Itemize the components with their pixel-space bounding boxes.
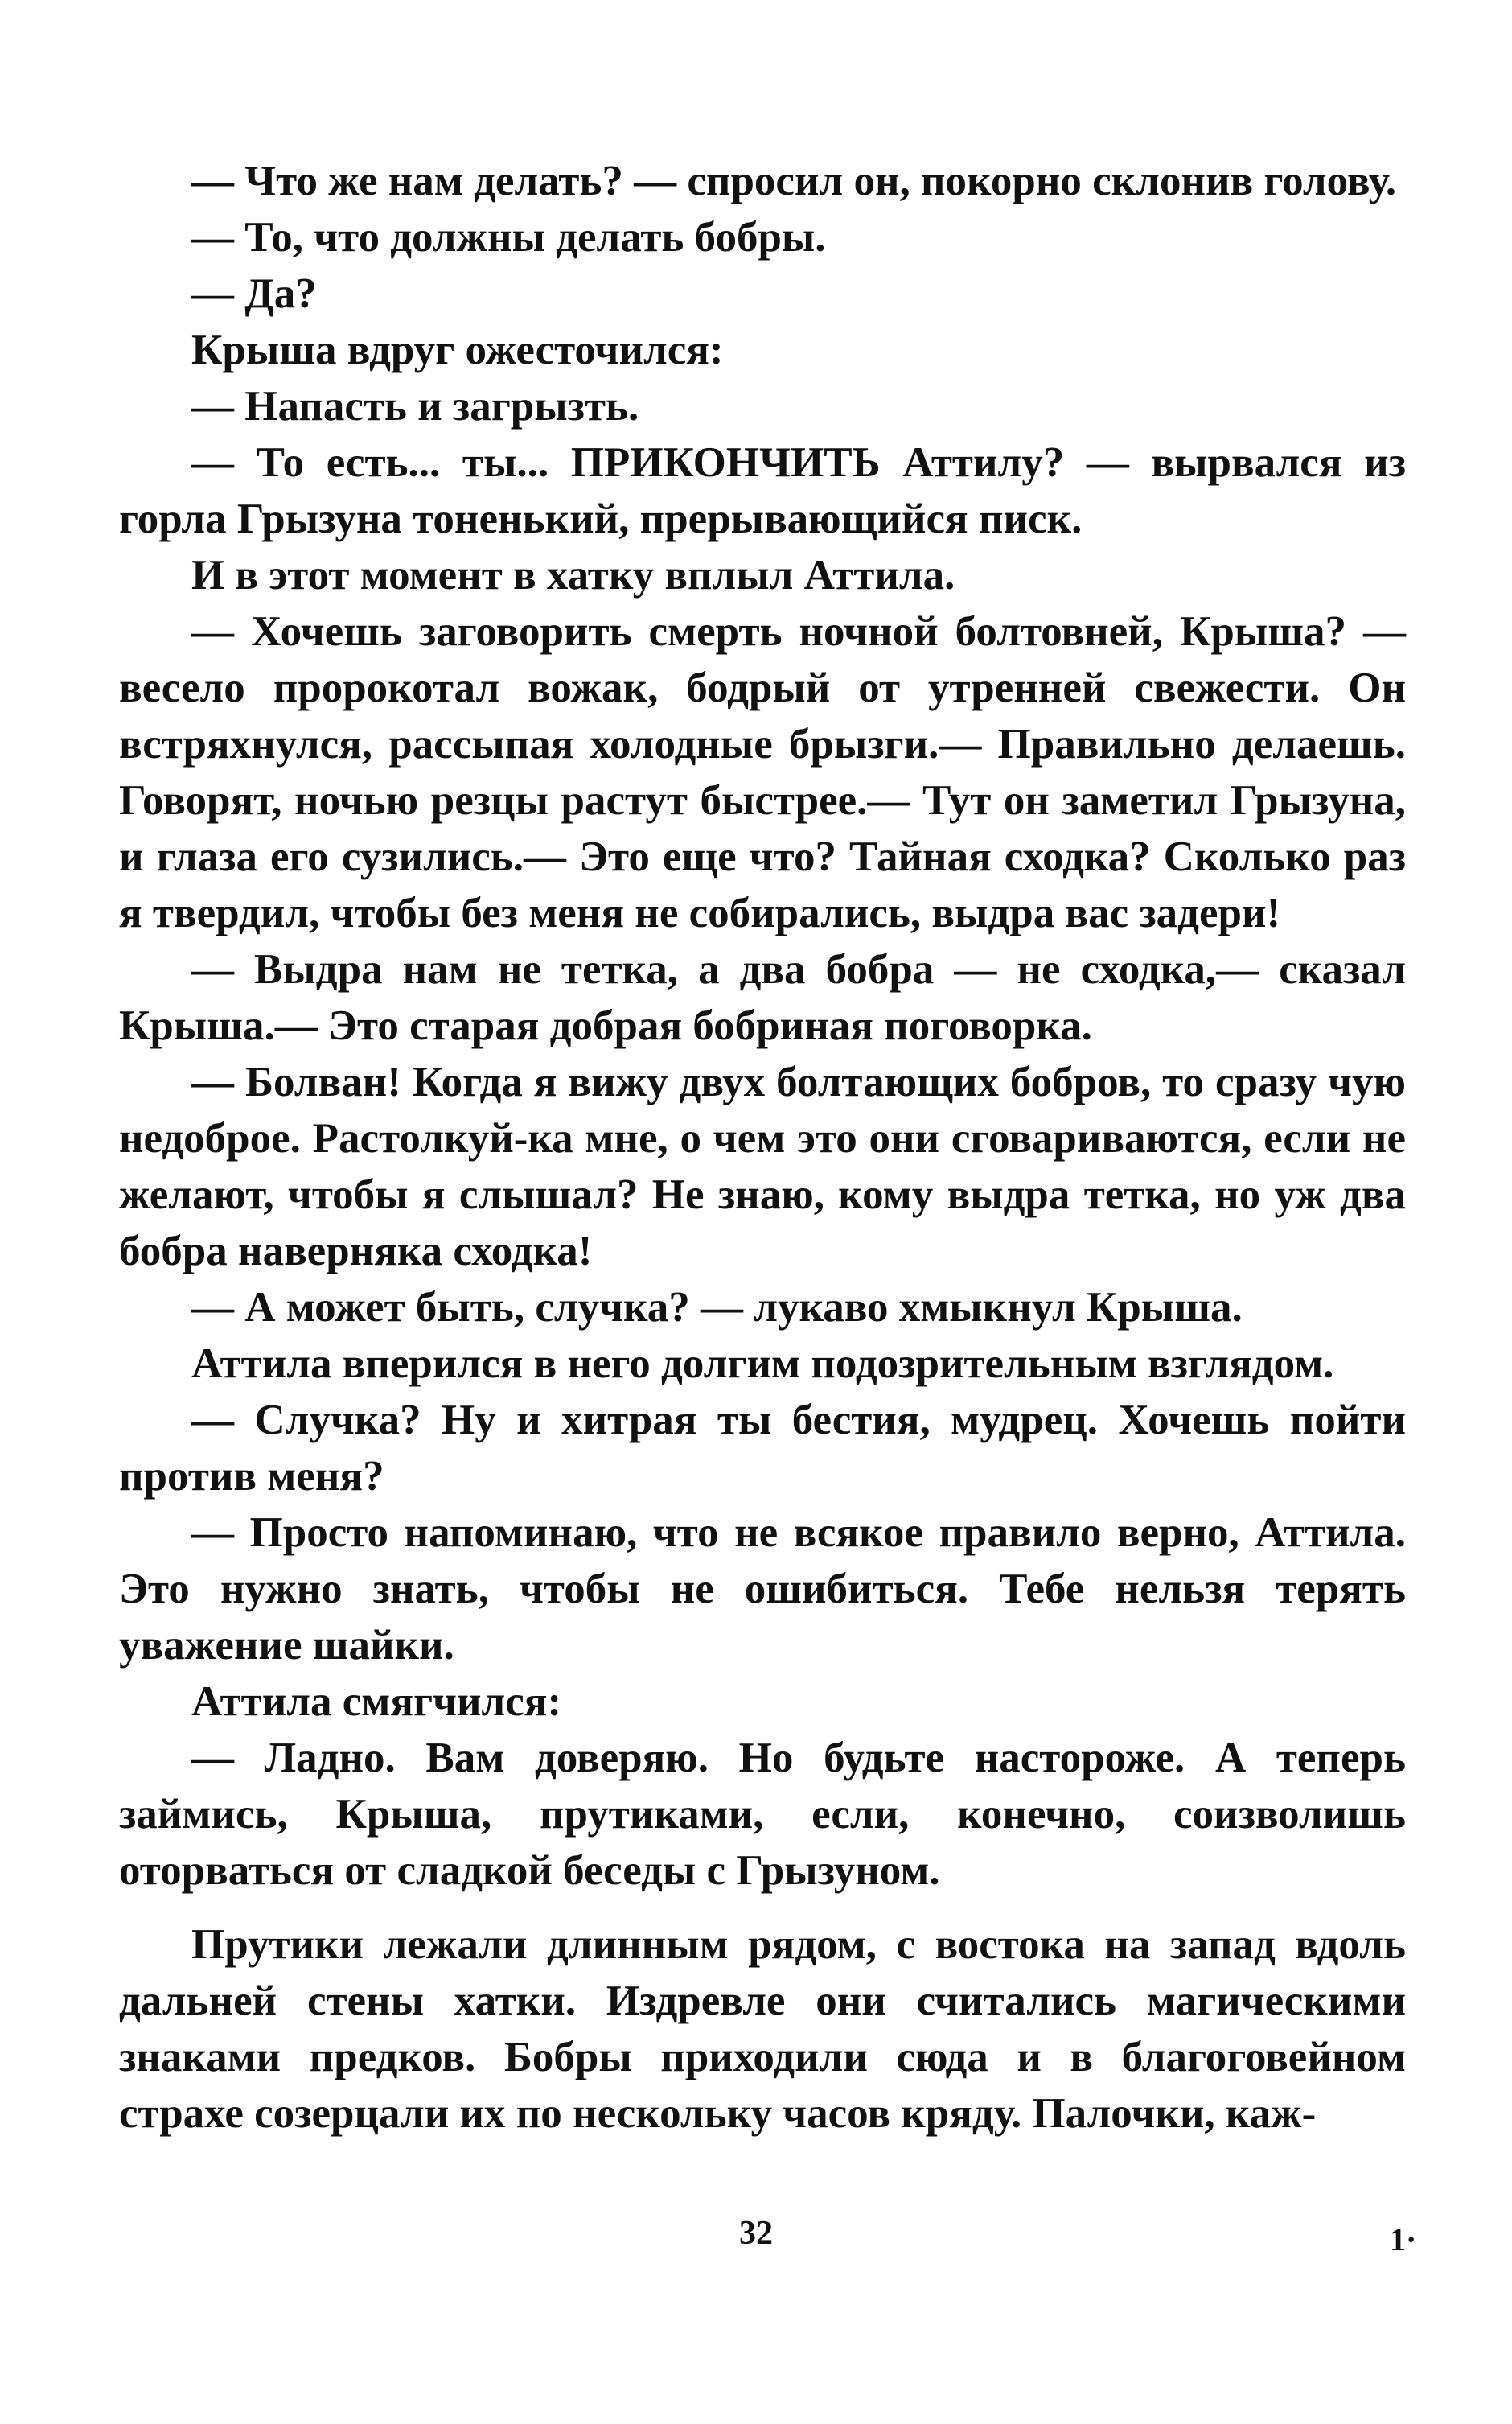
paragraph: — Хочешь заговорить смерть ночной болтовней, Крыша? — весело пророкотал вожак, бодрый от утренней свежести. Он встряхнулся, рассыпая холодные брызги.— Правильно делаешь. Говорят, ночью резцы растут быстрее.— Тут он заметил Грызуна, и глаза его сузились.— Это еще что? Тайная сходка? Сколько раз я твердил, чтобы без меня не собирались, выдра вас задери! <box>119 608 1406 936</box>
paragraph: — Да? <box>191 270 317 317</box>
paragraph: — То, что должны делать бобры. <box>191 214 826 261</box>
paragraph: Аттила вперился в него долгим подозрительным взглядом. <box>191 1340 1334 1387</box>
paragraph: — То есть... ты... ПРИКОНЧИТЬ Аттилу? — вырвался из горла Грызуна тоненький, прерывающийся писк. <box>119 439 1406 542</box>
paragraph: — Болван! Когда я вижу двух болтающих бобров, то сразу чую недоброе. Растолкуй-ка мне, о чем это они сговариваются, если не желают, чтобы я слышал? Не знаю, кому выдра тетка, но уж два бобра наверняка сходка! <box>119 1059 1406 1274</box>
paragraph: Прутики лежали длинным рядом, с востока на запад вдоль дальней стены хатки. Издревле они считались магическими знаками предков. Бобры приходили сюда и в благоговейном страхе созерцали их по нескольку часов кряду. Палочки, каж- <box>119 1921 1406 2137</box>
paragraph: — Просто напоминаю, что не всякое правило верно, Аттила. Это нужно знать, чтобы не ошибиться. Тебе нельзя терять уважение шайки. <box>119 1509 1406 1669</box>
paragraph: Крыша вдруг ожесточился: <box>191 327 724 373</box>
paragraph: — Напасть и загрызть. <box>191 383 639 430</box>
paragraph: — Ладно. Вам доверяю. Но будьте настороже. А теперь займись, Крыша, прутиками, если, конечно, соизволишь оторваться от сладкой беседы с Грызуном. <box>119 1735 1406 1894</box>
body-text <box>119 153 1406 2142</box>
paragraph: И в этот момент в хатку вплыл Аттила. <box>191 552 955 599</box>
page-number: 32 <box>739 2215 773 2252</box>
signature-mark: 1· <box>1390 2221 1417 2257</box>
paragraph: — Что же нам делать? — спросил он, покорно склонив голову. <box>191 158 1397 204</box>
paragraph: Аттила смягчился: <box>191 1678 562 1725</box>
paragraph: — Выдра нам не тетка, а два бобра — не сходка,— сказал Крыша.— Это старая добрая бобриная поговорка. <box>119 946 1406 1049</box>
paragraph: — Случка? Ну и хитрая ты бестия, мудрец. Хочешь пойти против меня? <box>119 1397 1406 1500</box>
paragraph: — А может быть, случка? — лукаво хмыкнул Крыша. <box>191 1284 1243 1331</box>
